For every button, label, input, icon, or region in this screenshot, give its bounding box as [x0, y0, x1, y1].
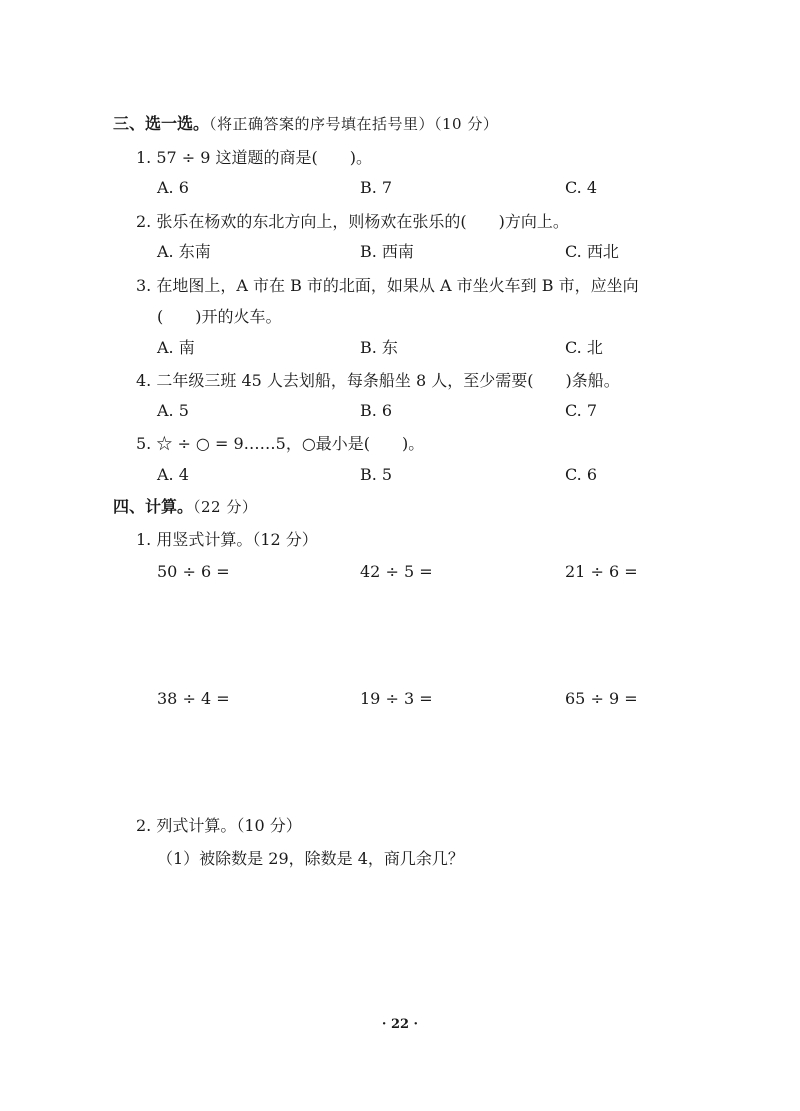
q4-option-a: A. 5: [157, 401, 189, 420]
calc-item: 19 ÷ 3 =: [360, 689, 433, 708]
calc-item: 42 ÷ 5 =: [360, 562, 433, 581]
question-1: 1. 57 ÷ 9 这道题的商是( )。: [136, 148, 373, 167]
section4-note: （22 分）: [193, 498, 258, 516]
question-3-line1: 3. 在地图上，A 市在 B 市的北面，如果从 A 市坐火车到 B 市，应坐向: [136, 276, 639, 295]
q5-option-c: C. 6: [565, 465, 598, 484]
question-3-line2: ( )开的火车。: [157, 307, 282, 326]
section3-note: （将正确答案的序号填在括号里）（10 分）: [209, 115, 499, 133]
calc-item: 21 ÷ 6 =: [565, 562, 638, 581]
q4-option-c: C. 7: [565, 401, 598, 420]
q5-option-a: A. 4: [157, 465, 189, 484]
question-4: 4. 二年级三班 45 人去划船，每条船坐 8 人，至少需要( )条船。: [136, 371, 620, 390]
section4-title: 四、计算。: [113, 497, 194, 516]
q1-option-b: B. 7: [360, 178, 393, 197]
part1-title: 1. 用竖式计算。（12 分）: [136, 530, 318, 549]
part2-item-1: （1）被除数是 29，除数是 4，商几余几？: [157, 849, 464, 868]
q4-option-b: B. 6: [360, 401, 393, 420]
q3-option-a: A. 南: [157, 338, 195, 357]
page-number: · 22 ·: [381, 1017, 419, 1032]
calc-item: 50 ÷ 6 =: [157, 562, 230, 581]
q2-option-a: A. 东南: [157, 242, 211, 261]
q3-option-c: C. 北: [565, 338, 603, 357]
q2-option-c: C. 西北: [565, 242, 619, 261]
calc-item: 65 ÷ 9 =: [565, 689, 638, 708]
part2-title: 2. 列式计算。（10 分）: [136, 816, 302, 835]
q5-option-b: B. 5: [360, 465, 393, 484]
question-5: 5. ☆ ÷ ○ = 9……5，○最小是( )。: [136, 434, 425, 453]
q2-option-b: B. 西南: [360, 242, 414, 261]
q1-option-a: A. 6: [157, 178, 189, 197]
q1-option-c: C. 4: [565, 178, 598, 197]
section3-title: 三、选一选。: [113, 114, 210, 133]
calc-item: 38 ÷ 4 =: [157, 689, 230, 708]
section4-header: [113, 497, 257, 517]
q3-option-b: B. 东: [360, 338, 398, 357]
question-2: 2. 张乐在杨欢的东北方向上，则杨欢在张乐的( )方向上。: [136, 212, 569, 231]
section3-header: [113, 114, 498, 134]
